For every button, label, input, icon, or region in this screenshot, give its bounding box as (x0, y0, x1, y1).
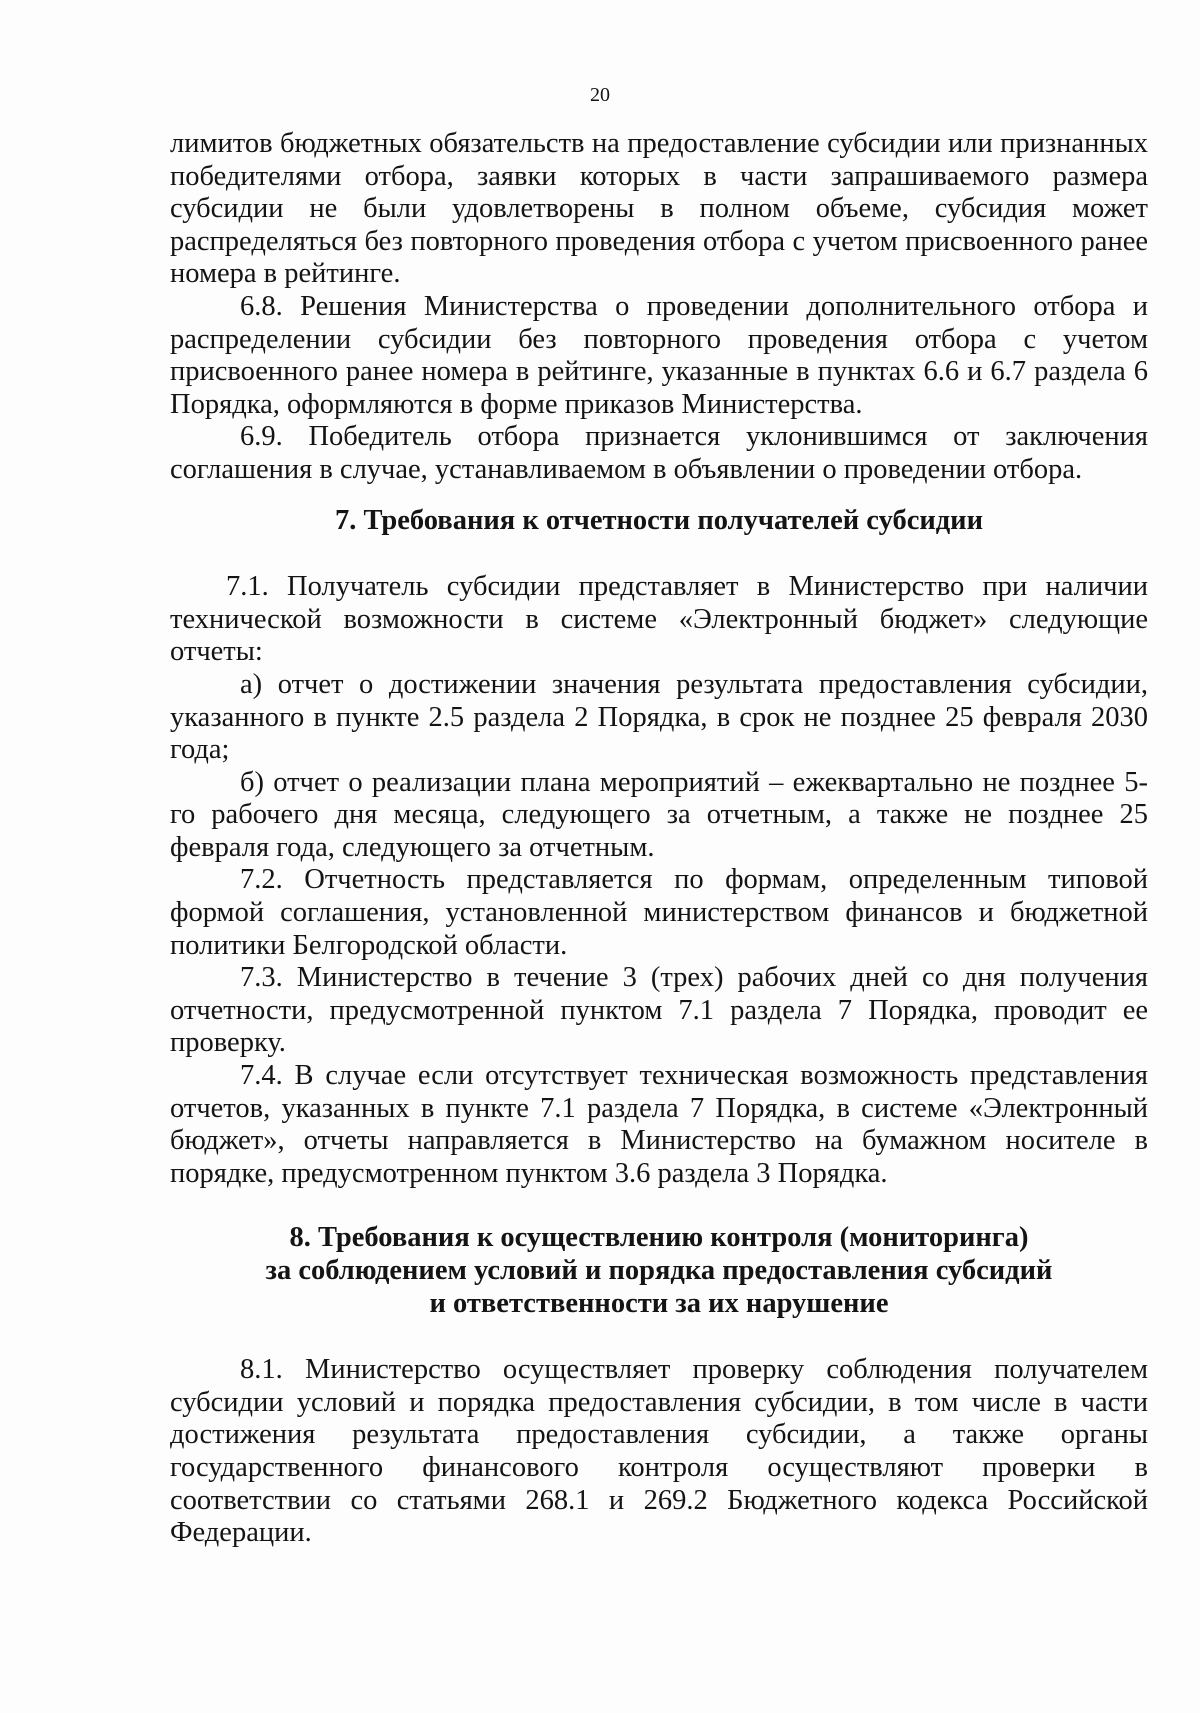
section-8-heading-line-2: за соблюдением условий и порядка предоставления субсидий (265, 1255, 1053, 1286)
section-8-heading (170, 1222, 1148, 1320)
paragraph-8-1: 8.1. Министерство осуществляет проверку соблюдения получателем субсидии условий и порядка предоставления субсидии, в том числе в части достижения результата предоставления субсидии, а также органы государственного финансового контроля осуществляют проверки в соответствии со статьями 268.1 и 269.2 Бюджетного кодекса Российской Федерации. (170, 1354, 1148, 1549)
paragraph-continuation: лимитов бюджетных обязательств на предоставление субсидии или признанных победителями отбора, заявки которых в части запрашиваемого размера субсидии не были удовлетворены в полном объеме, субсидия может распределяться без повторного проведения отбора с учетом присвоенного ранее номера в рейтинге. (170, 128, 1148, 290)
paragraph-6-8: 6.8. Решения Министерства о проведении дополнительного отбора и распределении субсидии без повторного проведения отбора с учетом присвоенного ранее номера в рейтинге, указанные в пунктах 6.6 и 6.7 раздела 6 Порядка, оформляются в форме приказов Министерства. (170, 290, 1148, 420)
section-8-heading-line-1: 8. Требования к осуществлению контроля (мониторинга) (289, 1222, 1029, 1254)
document-body (170, 128, 1148, 1550)
paragraph-7-1-b: б) отчет о реализации плана мероприятий – ежеквартально не позднее 5-го рабочего дня месяца, следующего за отчетным, а также не позднее 25 февраля года, следующего за отчетным. (170, 766, 1148, 863)
paragraph-7-2: 7.2. Отчетность представляется по формам, определенным типовой формой соглашения, установленной министерством финансов и бюджетной политики Белгородской области. (170, 864, 1148, 961)
page-number: 20 (590, 84, 610, 106)
paragraph-6-9: 6.9. Победитель отбора признается уклонившимся от заключения соглашения в случае, устанавливаемом в объявлении о проведении отбора. (170, 421, 1148, 485)
paragraph-7-1: 7.1. Получатель субсидии представляет в Министерство при наличии технической возможности в системе «Электронный бюджет» следующие отчеты: (170, 571, 1148, 668)
section-7-heading: 7. Требования к отчетности получателей субсидии (334, 504, 984, 536)
section-7-body (170, 571, 1148, 1190)
section-8-heading-line-3: и ответственности за их нарушение (429, 1287, 889, 1319)
paragraph-7-1-a: а) отчет о достижении значения результата предоставления субсидии, указанного в пункте 2.5 раздела 2 Порядка, в срок не позднее 25 февраля 2030 года; (170, 668, 1148, 766)
paragraph-7-4: 7.4. В случае если отсутствует техническая возможность представления отчетов, указанных в пункте 7.1 раздела 7 Порядка, в системе «Электронный бюджет», отчеты направляется в Министерство на бумажном носителе в порядке, предусмотренном пунктом 3.6 раздела 3 Порядка. (170, 1060, 1148, 1189)
section-8-body (170, 1354, 1148, 1550)
paragraph-7-3: 7.3. Министерство в течение 3 (трех) рабочих дней со дня получения отчетности, предусмотренной пунктом 7.1 раздела 7 Порядка, проводит ее проверку. (170, 962, 1148, 1059)
